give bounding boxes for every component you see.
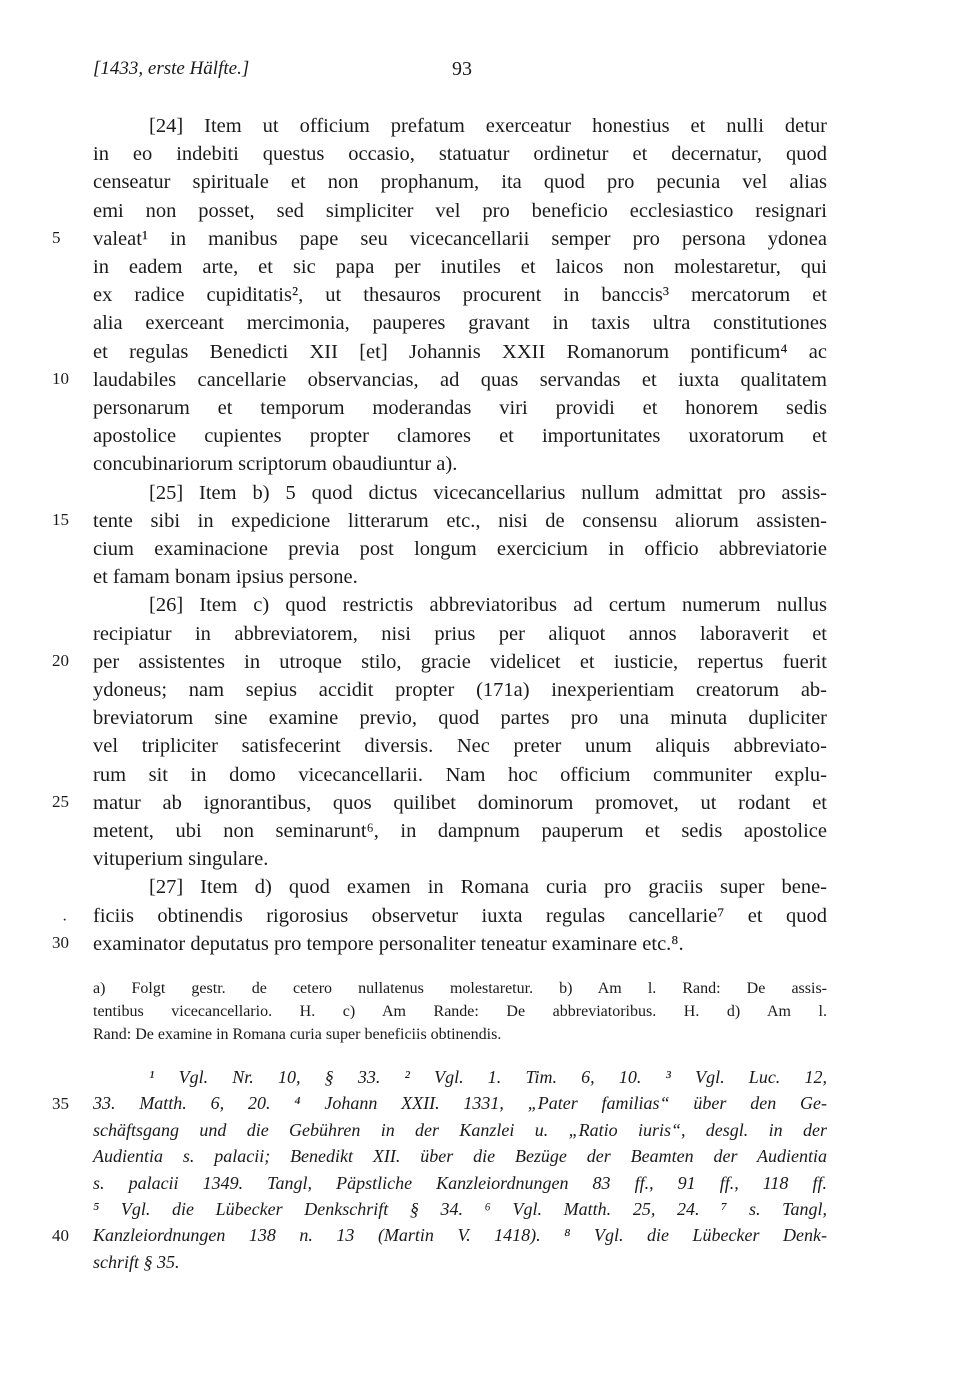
- body-line: vituperium singulare.: [93, 848, 269, 871]
- critical-note-line: a) Folgt gestr. de cetero nullatenus molestaretur. b) Am l. Rand: De assis-: [93, 980, 827, 997]
- reference-line: Kanzleiordnungen 138 n. 13 (Martin V. 1418). ⁸ Vgl. die Lübecker Denk-: [93, 1225, 827, 1246]
- body-line: laudabiles cancellarie observancias, ad quas servandas et iuxta qualitatem: [93, 368, 827, 391]
- reference-line: ¹ Vgl. Nr. 10, § 33. ² Vgl. 1. Tim. 6, 10. ³ Vgl. Luc. 12,: [149, 1067, 827, 1087]
- body-line: [24] Item ut officium prefatum exerceatur honestius et nulli detur: [149, 115, 827, 137]
- body-line: cium examinacione previa post longum exercicium in officio abbreviatorie: [93, 538, 827, 560]
- body-line: in eo indebiti questus occasio, statuatur ordinetur et decernatur, quod: [93, 143, 827, 166]
- body-line: breviatorum sine examine previo, quod partes pro una minuta dupliciter: [93, 707, 827, 730]
- body-line: in eadem arte, et sic papa per inutiles et laicos non molestaretur, qui: [93, 256, 827, 278]
- reference-line: ⁵ Vgl. die Lübecker Denkschrift § 34. ⁶ Vgl. Matth. 25, 24. ⁷ s. Tangl,: [93, 1199, 827, 1219]
- body-line: valeat¹ in manibus pape seu vicecancellarii semper pro persona ydonea: [93, 227, 827, 250]
- body-line: ficiis obtinendis rigorosius observetur iuxta regulas cancellarie⁷ et quod: [93, 904, 827, 927]
- critical-note-line: Rand: De examine in Romana curia super beneficiis obtinendis.: [93, 1026, 502, 1043]
- body-line: examinator deputatus pro tempore personaliter teneatur examinare etc.⁸.: [93, 932, 684, 955]
- line-number: 20: [52, 650, 69, 670]
- line-number: 10: [52, 368, 69, 388]
- line-number: 30: [52, 932, 69, 952]
- body-line: emi non posset, sed simpliciter vel pro beneficio ecclesiastico resignari: [93, 199, 827, 222]
- body-line: [26] Item c) quod restrictis abbreviatoribus ad certum numerum nullus: [149, 594, 827, 617]
- body-line: matur ab ignorantibus, quos quilibet dominorum promovet, ut rodant et: [93, 791, 827, 814]
- body-line: concubinariorum scriptorum obaudiuntur a).: [93, 453, 458, 476]
- body-line: et famam bonam ipsius persone.: [93, 566, 358, 589]
- body-line: ydoneus; nam sepius accidit propter (171a) inexperientiam creatorum ab-: [93, 679, 827, 701]
- body-line: [25] Item b) 5 quod dictus vicecancellarius nullum admittat pro assis-: [149, 481, 827, 504]
- reference-line: schäftsgang und die Gebühren in der Kanzlei u. „Ratio iuris“, desgl. in der: [93, 1119, 827, 1140]
- body-line: et regulas Benedicti XII [et] Johannis XXII Romanorum pontificum⁴ ac: [93, 340, 827, 363]
- body-line: censeatur spirituale et non prophanum, ita quod pro pecunia vel alias: [93, 171, 827, 194]
- body-line: vel tripliciter satisfecerint diversis. Nec preter unum aliquis abbreviato-: [93, 735, 827, 758]
- line-number: 35: [52, 1094, 69, 1114]
- line-number: 40: [52, 1226, 69, 1246]
- body-line: personarum et temporum moderandas viri providi et honorem sedis: [93, 397, 827, 419]
- body-line: metent, ubi non seminarunt⁶, in dampnum pauperum et sedis apostolice: [93, 820, 827, 842]
- body-line: alia exerceant mercimonia, pauperes gravant in taxis ultra constitutiones: [93, 312, 827, 335]
- critical-note-line: tentibus vicecancellario. H. c) Am Rande: De abbreviatoribus. H. d) Am l.: [93, 1003, 827, 1020]
- running-title: [1433, erste Hälfte.]: [93, 58, 250, 79]
- body-line: recipiatur in abbreviatorem, nisi prius per aliquot annos laboraverit et: [93, 622, 827, 645]
- body-line: ex radice cupiditatis², ut thesauros procurent in banccis³ mercatorum et: [93, 284, 827, 307]
- body-line: apostolice cupientes propter clamores et importunitates uxoratorum et: [93, 425, 827, 448]
- line-number: 25: [52, 791, 69, 811]
- reference-line: 33. Matth. 6, 20. ⁴ Johann XXII. 1331, „Pater familias“ über den Ge-: [93, 1093, 827, 1114]
- reference-line: s. palacii 1349. Tangl, Päpstliche Kanzleiordnungen 83 ff., 91 ff., 118 ff.: [93, 1172, 827, 1193]
- body-line: [27] Item d) quod examen in Romana curia pro graciis super bene-: [149, 876, 827, 899]
- line-number: 15: [52, 509, 69, 529]
- reference-line: schrift § 35.: [93, 1251, 180, 1272]
- body-line: rum sit in domo vicecancellarii. Nam hoc officium communiter explu-: [93, 763, 827, 786]
- line-number: 5: [52, 227, 61, 247]
- body-line: tente sibi in expedicione litterarum etc., nisi de consensu aliorum assisten-: [93, 509, 827, 532]
- reference-line: Audientia s. palacii; Benedikt XII. über die Bezüge der Beamten der Audientia: [93, 1146, 827, 1167]
- page-number: 93: [452, 58, 472, 80]
- body-line: per assistentes in utroque stilo, gracie videlicet et iusticie, repertus fuerit: [93, 650, 827, 673]
- margin-mark: ·: [62, 912, 68, 929]
